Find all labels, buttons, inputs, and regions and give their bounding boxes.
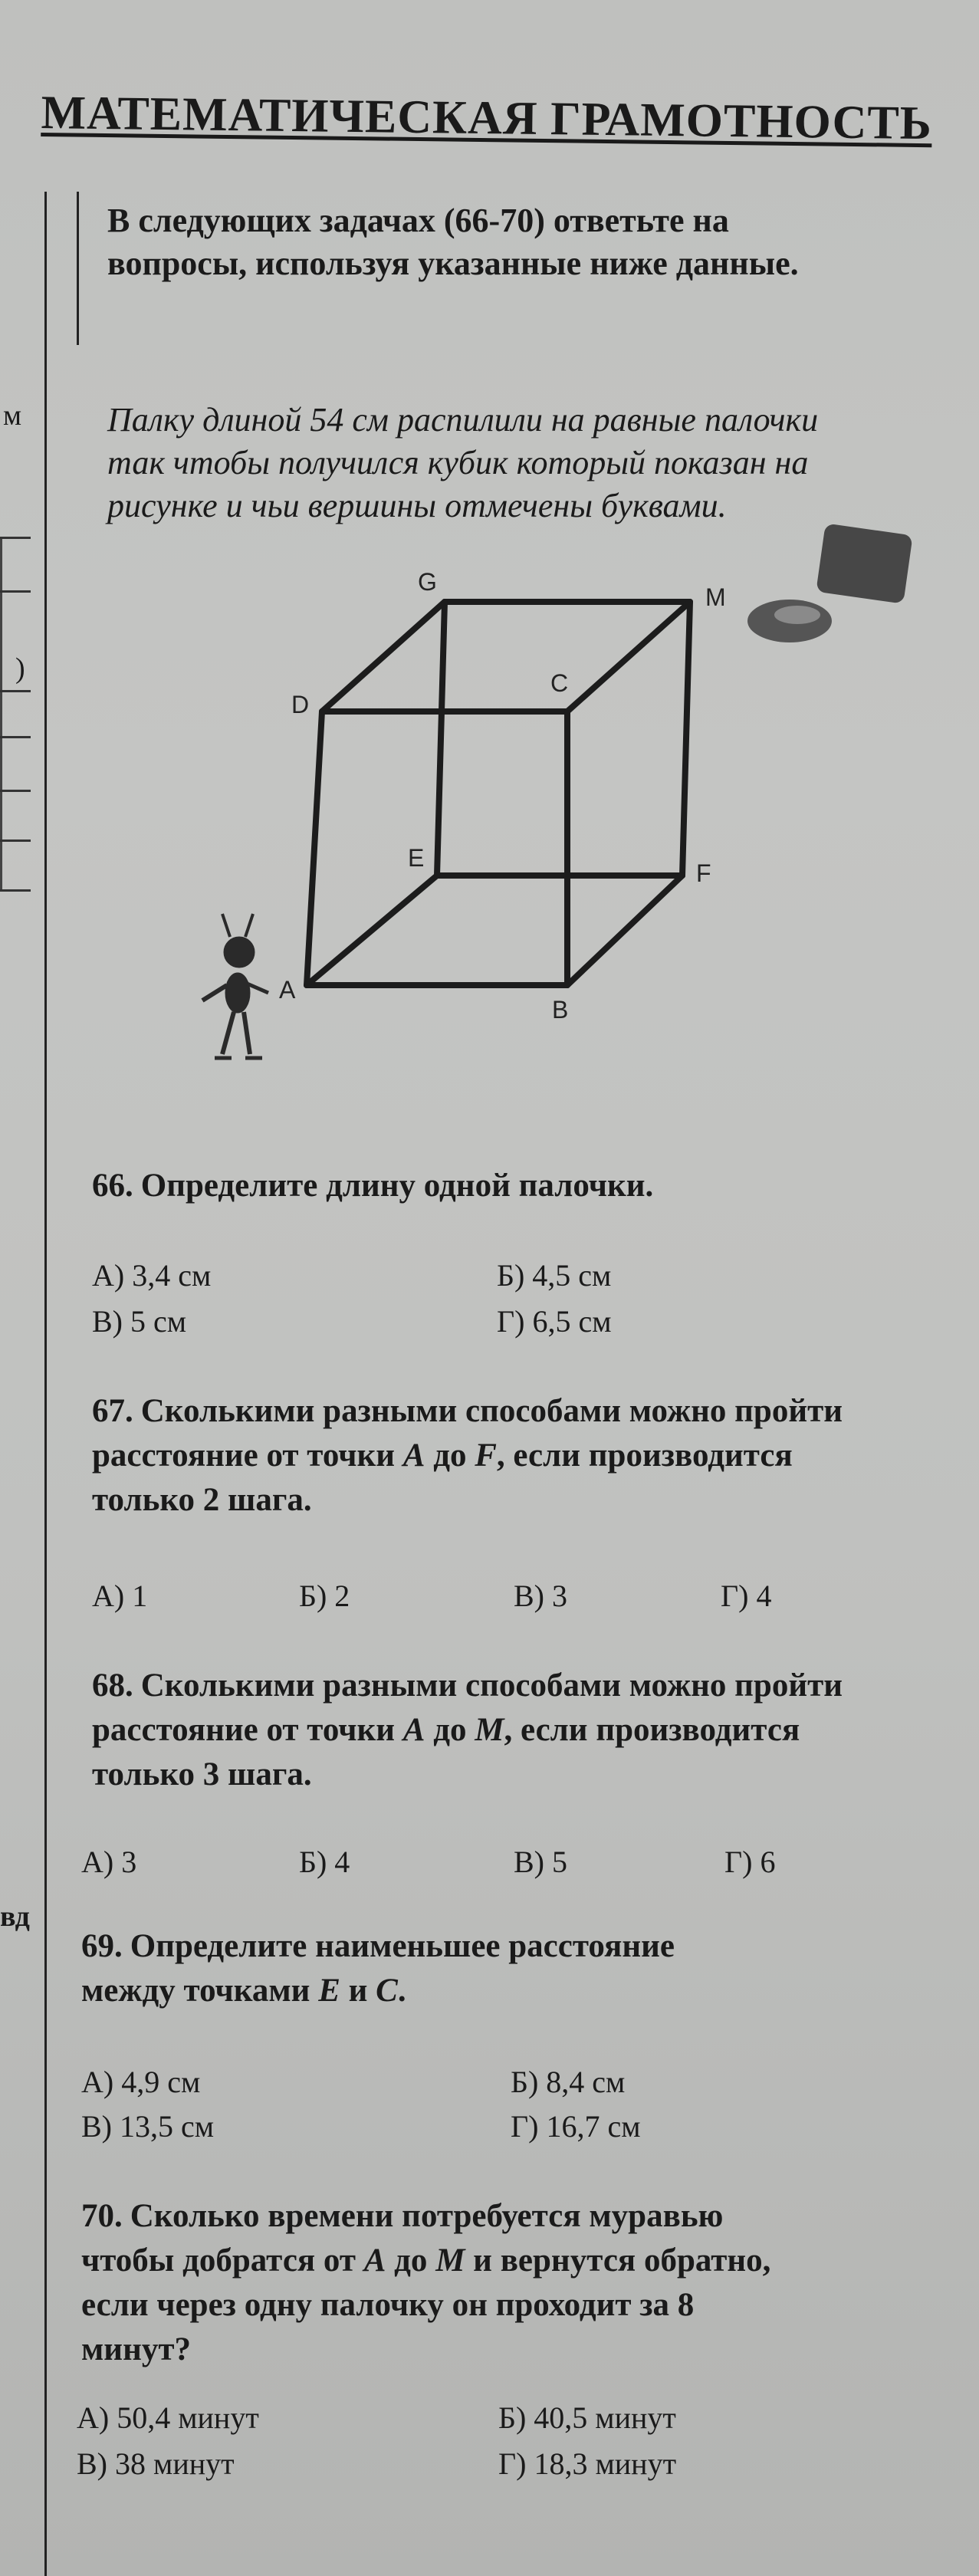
question-number: 67. bbox=[92, 1393, 133, 1429]
answer-option[interactable]: А) 4,9 см bbox=[81, 2065, 201, 2099]
problem-condition: Палку длиной 54 см распилили на равные палочки так чтобы получился кубик который показан на рисунке и чьи вершины отмечены буквами. bbox=[107, 401, 819, 524]
answer-option[interactable]: Г) 6,5 см bbox=[497, 1304, 612, 1339]
question-text: Сколькими разными способами можно пройти расстояние от точки bbox=[92, 1393, 843, 1474]
section-heading: МАТЕМАТИЧЕСКАЯ ГРАМОТНОСТЬ bbox=[41, 86, 933, 150]
answer-option[interactable]: В) 38 минут bbox=[77, 2446, 235, 2481]
answer-option[interactable]: Г) 4 bbox=[721, 1579, 772, 1613]
question-text: Определите длину одной палочки. bbox=[140, 1168, 654, 1204]
question-text: Сколькими разными способами можно пройти расстояние от точки bbox=[92, 1668, 843, 1748]
cube-edge bbox=[437, 602, 445, 876]
question-70 bbox=[81, 2194, 787, 2372]
question-text: Сколько времени потребуется муравью чтобы добратся от bbox=[81, 2198, 724, 2279]
point-label: C bbox=[376, 1973, 398, 2009]
question-number: 68. bbox=[92, 1668, 133, 1704]
answer-option[interactable]: Б) 8,4 см bbox=[511, 2065, 626, 2099]
vertex-label-g: G bbox=[418, 568, 437, 596]
margin-table-line bbox=[0, 690, 31, 692]
intro-rule bbox=[77, 192, 79, 345]
answer-option[interactable]: В) 13,5 см bbox=[81, 2109, 215, 2144]
margin-table-line bbox=[0, 736, 31, 738]
cube-edge bbox=[567, 876, 682, 985]
vertex-label-d: D bbox=[291, 691, 310, 718]
question-text: и вернутся обратно, если через одну палочку он проходит за 8 минут? bbox=[81, 2242, 771, 2367]
margin-table-line bbox=[0, 840, 31, 842]
cube-edge bbox=[307, 711, 322, 985]
question-66 bbox=[92, 1164, 874, 1208]
question-text: , если производится только 3 шага. bbox=[92, 1712, 800, 1792]
cube-edge bbox=[682, 602, 690, 876]
vertex-label-e: E bbox=[408, 844, 425, 872]
left-margin-line bbox=[44, 192, 47, 2576]
question-text: , если производится только 2 шага. bbox=[92, 1438, 793, 1518]
margin-table-line bbox=[0, 790, 31, 792]
margin-table-line bbox=[0, 537, 31, 539]
sponge-illustration bbox=[744, 514, 920, 659]
vertex-label-f: F bbox=[696, 859, 711, 887]
point-label: M bbox=[475, 1712, 504, 1748]
answer-option[interactable]: А) 50,4 минут bbox=[77, 2400, 259, 2435]
vertex-label-a: A bbox=[279, 976, 296, 1004]
point-label: E bbox=[318, 1973, 340, 2009]
answer-option[interactable]: В) 3 bbox=[514, 1579, 567, 1613]
cube-edge bbox=[322, 602, 445, 711]
margin-table-line bbox=[0, 889, 31, 892]
cube-edge bbox=[567, 602, 690, 711]
answer-option[interactable]: В) 5 bbox=[514, 1845, 567, 1879]
question-text: до bbox=[425, 1712, 475, 1748]
question-68 bbox=[92, 1664, 859, 1797]
left-margin-box-edge bbox=[0, 537, 2, 889]
answer-option[interactable]: Б) 40,5 минут bbox=[498, 2400, 676, 2435]
ant-illustration bbox=[192, 897, 276, 1073]
answer-option[interactable]: Б) 4 bbox=[299, 1845, 350, 1879]
margin-bracket: ) bbox=[15, 652, 25, 685]
question-number: 66. bbox=[92, 1168, 133, 1204]
answer-option[interactable]: А) 3,4 см bbox=[92, 1258, 212, 1293]
answer-option[interactable]: В) 5 см bbox=[92, 1304, 187, 1339]
question-67 bbox=[92, 1389, 859, 1523]
question-text: . bbox=[397, 1973, 406, 2009]
point-label: M bbox=[435, 2242, 465, 2279]
answer-option[interactable]: А) 1 bbox=[92, 1579, 148, 1613]
vertex-label-m: M bbox=[705, 583, 726, 611]
answer-option[interactable]: Г) 16,7 см bbox=[511, 2109, 641, 2144]
point-label: A bbox=[402, 1712, 425, 1748]
answer-option[interactable]: Б) 2 bbox=[299, 1579, 350, 1613]
answer-option[interactable]: Г) 6 bbox=[724, 1845, 776, 1879]
question-number: 70. bbox=[81, 2198, 123, 2234]
question-text: Определите наименьшее расстояние между точками bbox=[81, 1928, 675, 2009]
vertex-label-c: C bbox=[550, 669, 569, 697]
instructions-text: В следующих задачах (66-70) ответьте на вопросы, используя указанные ниже данные. bbox=[107, 202, 799, 282]
margin-letter-m: м bbox=[3, 399, 22, 432]
margin-text-vd: вд bbox=[0, 1901, 30, 1933]
question-number: 69. bbox=[81, 1928, 123, 1964]
margin-table-line bbox=[0, 590, 31, 593]
question-text: до bbox=[386, 2242, 436, 2279]
cube-edge bbox=[307, 876, 437, 985]
question-text: и bbox=[340, 1973, 376, 2009]
question-69 bbox=[81, 1924, 771, 2013]
point-label: A bbox=[363, 2242, 386, 2279]
answer-option[interactable]: Б) 4,5 см bbox=[497, 1258, 612, 1293]
vertex-label-b: B bbox=[552, 996, 569, 1024]
point-label: F bbox=[475, 1438, 497, 1474]
answer-option[interactable]: Г) 18,3 минут bbox=[498, 2446, 677, 2481]
point-label: A bbox=[402, 1438, 425, 1474]
answer-option[interactable]: А) 3 bbox=[81, 1845, 137, 1879]
question-text: до bbox=[425, 1438, 475, 1474]
